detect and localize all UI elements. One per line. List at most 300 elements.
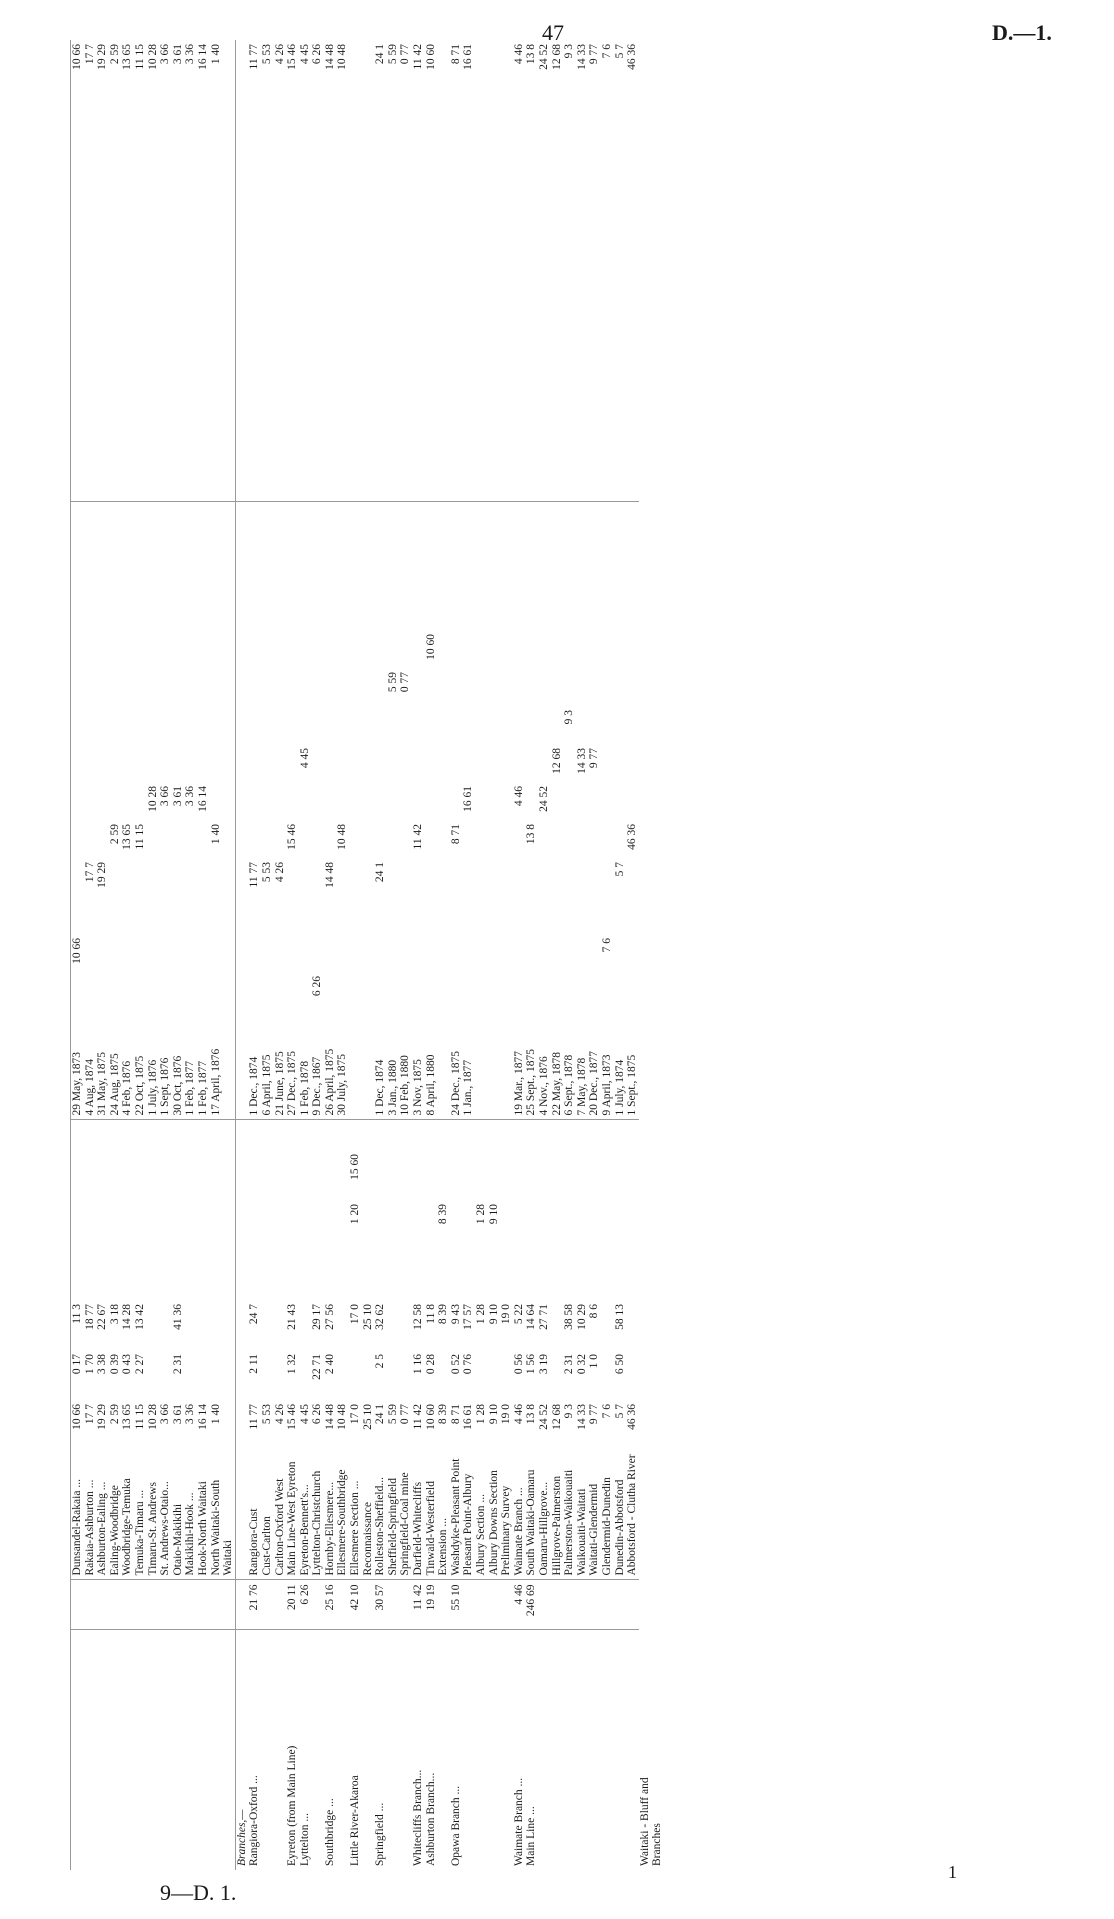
under-survey bbox=[500, 1200, 513, 1250]
line-blank bbox=[96, 1630, 109, 1730]
table-row bbox=[172, 40, 185, 1870]
section-length: 4 26 bbox=[273, 1404, 286, 1425]
year-col-10 bbox=[525, 630, 538, 668]
under-survey bbox=[311, 1200, 324, 1250]
year-col-7 bbox=[336, 744, 349, 782]
line-blank bbox=[349, 1630, 362, 1730]
year-col-13 bbox=[121, 502, 134, 554]
year-col-3 bbox=[235, 896, 248, 934]
line-length bbox=[311, 1580, 324, 1630]
total-length: 13 42 bbox=[133, 1304, 146, 1330]
year-col-2 bbox=[538, 934, 551, 972]
under-survey bbox=[184, 1200, 197, 1250]
year-col-4 bbox=[349, 858, 362, 896]
year-col-3 bbox=[248, 896, 261, 934]
brace bbox=[399, 1120, 412, 1150]
sidings-length: 0 43 bbox=[121, 1354, 134, 1375]
year-col-4 bbox=[425, 858, 438, 896]
year-col-5 bbox=[551, 820, 564, 858]
surveyed bbox=[84, 1150, 97, 1200]
year-col-12 bbox=[324, 554, 337, 592]
year-col-6 bbox=[488, 782, 501, 820]
total-length bbox=[299, 1300, 312, 1350]
year-col-4 bbox=[71, 858, 84, 896]
year-col-1 bbox=[551, 972, 564, 1010]
year-col-10 bbox=[84, 630, 97, 668]
brace bbox=[286, 1120, 299, 1150]
surveyed bbox=[324, 1150, 337, 1200]
year-col-10 bbox=[324, 630, 337, 668]
line-blank bbox=[362, 1630, 375, 1730]
year-col-8 bbox=[576, 706, 589, 744]
year-col-12 bbox=[121, 554, 134, 592]
table-row bbox=[235, 40, 248, 1870]
year-col-12 bbox=[374, 554, 387, 592]
year-col-10 bbox=[134, 630, 147, 668]
year-col-12 bbox=[248, 554, 261, 592]
brace bbox=[626, 1120, 639, 1150]
year-col-11 bbox=[450, 592, 463, 630]
year-col-10 bbox=[109, 630, 122, 668]
brace bbox=[538, 1120, 551, 1150]
year-col-12 bbox=[147, 554, 160, 592]
year-col-6 bbox=[551, 782, 564, 820]
line-blank bbox=[248, 1630, 261, 1730]
year-col-5 bbox=[588, 820, 601, 858]
line-name bbox=[159, 1730, 172, 1870]
year-col-9 bbox=[450, 668, 463, 706]
year-col-10 bbox=[299, 630, 312, 668]
year-col-11 bbox=[588, 592, 601, 630]
under-survey bbox=[299, 1200, 312, 1250]
year-col-4 bbox=[563, 858, 576, 896]
year-col-4 bbox=[147, 858, 160, 896]
line-blank bbox=[500, 1630, 513, 1730]
brace bbox=[437, 1120, 450, 1150]
line-blank bbox=[538, 1630, 551, 1730]
year-col-11 bbox=[500, 592, 513, 630]
section-name: Pleasant Point-Albury bbox=[462, 1450, 475, 1580]
year-col-2 bbox=[626, 934, 639, 972]
year-col-6 bbox=[324, 782, 337, 820]
section-name: Ashburton-Ealing ... bbox=[96, 1450, 109, 1580]
year-col-1 bbox=[513, 972, 526, 1010]
year-col-2 bbox=[210, 934, 236, 972]
table-row bbox=[299, 40, 312, 1870]
year-col-3 bbox=[601, 896, 614, 934]
year-col-11 bbox=[513, 592, 526, 630]
table-row bbox=[311, 40, 324, 1870]
year-col-6 bbox=[412, 782, 425, 820]
year-col-7 bbox=[538, 744, 551, 782]
year-col-11 bbox=[576, 592, 589, 630]
sidings-length bbox=[601, 1350, 614, 1400]
year-col-3 bbox=[286, 896, 299, 934]
section-length: 1 28 bbox=[475, 1404, 487, 1425]
year-col-5 bbox=[96, 820, 109, 858]
year-col-12 bbox=[387, 554, 400, 592]
year-col-6: 16 14 bbox=[196, 786, 209, 812]
year-col-9 bbox=[324, 668, 337, 706]
year-col-10 bbox=[601, 630, 614, 668]
page-number: 47 bbox=[542, 20, 564, 45]
date-opened: 1 Sept, 1876 bbox=[159, 1010, 172, 1120]
sidings-length: 0 28 bbox=[424, 1354, 437, 1375]
year-col-11 bbox=[563, 592, 576, 630]
line-length: 55 10 bbox=[450, 1580, 463, 1630]
surveyed bbox=[71, 1150, 84, 1200]
line-blank bbox=[71, 1630, 84, 1730]
year-col-3 bbox=[614, 896, 627, 934]
brace bbox=[197, 1120, 210, 1150]
year-col-8 bbox=[235, 706, 248, 744]
section-name: Carlton-Oxford West bbox=[274, 1450, 287, 1580]
year-col-9 bbox=[299, 668, 312, 706]
year-col-11 bbox=[538, 592, 551, 630]
col-k bbox=[210, 1250, 236, 1300]
year-col-6 bbox=[437, 782, 450, 820]
line-name bbox=[551, 1730, 564, 1870]
line-blank bbox=[462, 1630, 475, 1730]
open-total: 12 68 bbox=[551, 40, 564, 502]
table-row bbox=[437, 40, 450, 1870]
surveyed bbox=[96, 1150, 109, 1200]
year-col-10 bbox=[626, 630, 639, 668]
year-col-1 bbox=[96, 972, 109, 1010]
year-col-13 bbox=[576, 502, 589, 554]
surveyed bbox=[159, 1150, 172, 1200]
section-name: Glendermid-Dunedin bbox=[601, 1450, 614, 1580]
line-name bbox=[134, 1730, 147, 1870]
section-name: Rangiora-Cust bbox=[248, 1450, 261, 1580]
section-length: 16 14 bbox=[196, 1404, 209, 1430]
col-k bbox=[109, 1250, 122, 1300]
total-length bbox=[274, 1300, 287, 1350]
year-col-11 bbox=[425, 592, 438, 630]
year-col-8 bbox=[134, 706, 147, 744]
year-col-5 bbox=[362, 820, 375, 858]
section-label-row bbox=[639, 40, 664, 1870]
surveyed bbox=[184, 1150, 197, 1200]
year-col-3 bbox=[299, 896, 312, 934]
under-survey bbox=[399, 1200, 412, 1250]
year-col-2 bbox=[500, 934, 513, 972]
year-col-5 bbox=[488, 820, 501, 858]
year-col-11 bbox=[488, 592, 501, 630]
year-col-1 bbox=[425, 972, 438, 1010]
year-col-1 bbox=[538, 972, 551, 1010]
col-k bbox=[362, 1250, 375, 1300]
sidings-length bbox=[274, 1350, 287, 1400]
date-opened: 4 Nov., 1876 bbox=[538, 1010, 551, 1120]
year-col-1 bbox=[362, 972, 375, 1010]
line-blank bbox=[184, 1630, 197, 1730]
year-col-9 bbox=[551, 668, 564, 706]
under-survey bbox=[513, 1200, 526, 1250]
year-col-6 bbox=[349, 782, 362, 820]
date-opened: 8 April, 1880 bbox=[425, 1010, 438, 1120]
line-length bbox=[475, 1580, 488, 1630]
year-col-11 bbox=[626, 592, 639, 630]
line-blank bbox=[261, 1630, 274, 1730]
col-k bbox=[121, 1250, 134, 1300]
year-col-4: 5 53 bbox=[260, 862, 273, 883]
year-col-5 bbox=[311, 820, 324, 858]
line-length bbox=[261, 1580, 274, 1630]
year-col-12 bbox=[399, 554, 412, 592]
year-col-1 bbox=[336, 972, 349, 1010]
year-col-9 bbox=[159, 668, 172, 706]
year-col-12 bbox=[235, 554, 248, 592]
table-row bbox=[500, 40, 513, 1870]
year-col-6 bbox=[588, 782, 601, 820]
year-col-8 bbox=[96, 706, 109, 744]
under-survey bbox=[563, 1200, 576, 1250]
year-col-5: 10 48 bbox=[336, 824, 349, 850]
year-col-9 bbox=[362, 668, 375, 706]
brace bbox=[248, 1120, 261, 1150]
col-k bbox=[184, 1250, 197, 1300]
year-col-11 bbox=[121, 592, 134, 630]
year-col-3 bbox=[336, 896, 349, 934]
section-name: Springfield-Coal mine bbox=[399, 1450, 412, 1580]
section-length: 9 3 bbox=[563, 1404, 576, 1419]
year-col-12 bbox=[210, 554, 236, 592]
year-col-2 bbox=[488, 934, 501, 972]
year-col-9 bbox=[336, 668, 349, 706]
year-col-2 bbox=[147, 934, 160, 972]
year-col-12 bbox=[362, 554, 375, 592]
section-length: 14 48 bbox=[323, 1404, 336, 1430]
year-col-4 bbox=[626, 858, 639, 896]
line-length: 19 19 bbox=[425, 1580, 438, 1630]
year-col-1 bbox=[210, 972, 236, 1010]
year-col-10 bbox=[387, 630, 400, 668]
date-opened: 1 Dec., 1874 bbox=[248, 1010, 261, 1120]
section-name: Timaru-St. Andrews bbox=[147, 1450, 160, 1580]
line-blank bbox=[387, 1630, 400, 1730]
date-opened: 1 Jan., 1877 bbox=[462, 1010, 475, 1120]
line-length bbox=[576, 1580, 589, 1630]
col-k bbox=[450, 1250, 463, 1300]
year-col-7 bbox=[412, 744, 425, 782]
year-col-2: 7 6 bbox=[600, 938, 613, 953]
sidings-length: 2 40 bbox=[323, 1354, 336, 1375]
table-row bbox=[261, 40, 274, 1870]
year-col-10 bbox=[399, 630, 412, 668]
section-name: Waimate Branch ... bbox=[513, 1450, 526, 1580]
brace bbox=[362, 1120, 375, 1150]
table-row bbox=[475, 40, 488, 1870]
section-length: 5 7 bbox=[613, 1404, 626, 1419]
table-row bbox=[84, 40, 97, 1870]
year-col-2 bbox=[513, 934, 526, 972]
open-total: 24 52 bbox=[538, 40, 551, 502]
line-length bbox=[159, 1580, 172, 1630]
year-col-13 bbox=[601, 502, 614, 554]
year-col-7 bbox=[437, 744, 450, 782]
sidings-length bbox=[626, 1350, 639, 1400]
year-col-3 bbox=[488, 896, 501, 934]
brace bbox=[71, 1120, 84, 1150]
year-col-7: 12 68 bbox=[550, 748, 563, 774]
line-name bbox=[563, 1730, 576, 1870]
year-col-6 bbox=[261, 782, 274, 820]
col-k bbox=[159, 1250, 172, 1300]
year-col-5: 46 36 bbox=[626, 824, 639, 850]
section-length: 11 42 bbox=[412, 1404, 425, 1430]
open-total: 14 33 bbox=[576, 40, 589, 502]
year-col-9 bbox=[614, 668, 627, 706]
year-col-9: 0 77 bbox=[399, 672, 412, 693]
year-col-13 bbox=[286, 502, 299, 554]
brace bbox=[172, 1120, 185, 1150]
year-col-5 bbox=[513, 820, 526, 858]
year-col-13 bbox=[362, 502, 375, 554]
under-survey bbox=[362, 1200, 375, 1250]
open-total: 1 40 bbox=[210, 40, 236, 502]
year-col-7 bbox=[399, 744, 412, 782]
year-col-1 bbox=[626, 972, 639, 1010]
year-col-13 bbox=[147, 502, 160, 554]
year-col-6 bbox=[563, 782, 576, 820]
year-col-8 bbox=[349, 706, 362, 744]
year-col-10 bbox=[336, 630, 349, 668]
brace bbox=[525, 1120, 538, 1150]
year-col-11 bbox=[362, 592, 375, 630]
open-total: 5 7 bbox=[614, 40, 627, 502]
year-col-10: 10 60 bbox=[424, 634, 437, 660]
year-col-4: 14 48 bbox=[323, 862, 336, 888]
open-total: 9 3 bbox=[563, 40, 576, 502]
year-col-2 bbox=[96, 934, 109, 972]
total-length bbox=[261, 1300, 274, 1350]
year-col-1 bbox=[71, 972, 84, 1010]
table-row bbox=[336, 40, 349, 1870]
year-col-10 bbox=[184, 630, 197, 668]
line-length bbox=[462, 1580, 475, 1630]
col-k bbox=[261, 1250, 274, 1300]
line-length bbox=[71, 1580, 84, 1630]
date-opened: 1 July, 1874 bbox=[614, 1010, 627, 1120]
year-col-9 bbox=[235, 668, 248, 706]
line-name: Waimate Branch ... bbox=[512, 1777, 525, 1866]
table-row bbox=[286, 40, 299, 1870]
open-total: 11 42 bbox=[412, 40, 425, 502]
col-k bbox=[299, 1250, 312, 1300]
section-name: Albury Section ... bbox=[475, 1450, 488, 1580]
year-col-5 bbox=[437, 820, 450, 858]
col-k bbox=[96, 1250, 109, 1300]
year-col-11 bbox=[235, 592, 248, 630]
year-col-3 bbox=[525, 896, 538, 934]
line-length bbox=[147, 1580, 160, 1630]
sidings-length bbox=[336, 1350, 349, 1400]
under-survey bbox=[525, 1200, 538, 1250]
col-k bbox=[374, 1250, 387, 1300]
section-length: 9 77 bbox=[588, 1404, 601, 1425]
surveyed bbox=[500, 1150, 513, 1200]
table-row bbox=[324, 40, 337, 1870]
year-col-5 bbox=[374, 820, 387, 858]
col-k bbox=[500, 1250, 513, 1300]
date-opened: 26 April, 1875 bbox=[324, 1010, 337, 1120]
year-col-5: 13 8 bbox=[525, 824, 538, 845]
year-col-7 bbox=[71, 744, 84, 782]
year-col-12 bbox=[576, 554, 589, 592]
year-col-3 bbox=[588, 896, 601, 934]
surveyed bbox=[588, 1150, 601, 1200]
sidings-length bbox=[475, 1350, 488, 1400]
year-col-9 bbox=[437, 668, 450, 706]
open-total bbox=[475, 40, 488, 502]
year-col-1 bbox=[601, 972, 614, 1010]
year-col-10 bbox=[286, 630, 299, 668]
under-survey bbox=[159, 1200, 172, 1250]
date-opened: 31 May, 1875 bbox=[96, 1010, 109, 1120]
year-col-4 bbox=[551, 858, 564, 896]
year-col-13 bbox=[84, 502, 97, 554]
year-col-2 bbox=[588, 934, 601, 972]
year-col-5: 2 59 bbox=[108, 824, 121, 845]
table-row bbox=[614, 40, 627, 1870]
year-col-4 bbox=[311, 858, 324, 896]
sidings-length bbox=[488, 1350, 501, 1400]
year-col-13 bbox=[425, 502, 438, 554]
railway-table bbox=[70, 40, 664, 1870]
sidings-length bbox=[551, 1350, 564, 1400]
year-col-13 bbox=[412, 502, 425, 554]
section-length: 9 10 bbox=[487, 1404, 500, 1425]
line-blank bbox=[488, 1630, 501, 1730]
sidings-length: 1 56 bbox=[525, 1354, 538, 1375]
year-col-9 bbox=[475, 668, 488, 706]
section-length: 10 60 bbox=[424, 1404, 437, 1430]
year-col-9 bbox=[538, 668, 551, 706]
year-col-2 bbox=[614, 934, 627, 972]
section-name: Extension ... bbox=[437, 1450, 450, 1580]
year-col-5: 11 42 bbox=[412, 824, 425, 850]
year-col-6 bbox=[84, 782, 97, 820]
under-survey bbox=[588, 1200, 601, 1250]
year-col-9 bbox=[488, 668, 501, 706]
brace bbox=[121, 1120, 134, 1150]
table-row bbox=[387, 40, 400, 1870]
year-col-9 bbox=[462, 668, 475, 706]
surveyed bbox=[336, 1150, 349, 1200]
surveyed bbox=[274, 1150, 287, 1200]
brace bbox=[336, 1120, 349, 1150]
year-col-1 bbox=[500, 972, 513, 1010]
year-col-6 bbox=[614, 782, 627, 820]
year-col-8 bbox=[601, 706, 614, 744]
surveyed bbox=[299, 1150, 312, 1200]
year-col-1 bbox=[172, 972, 185, 1010]
date-opened: 6 Sept., 1878 bbox=[563, 1010, 576, 1120]
year-col-8 bbox=[248, 706, 261, 744]
line-blank bbox=[626, 1630, 639, 1730]
surveyed bbox=[121, 1150, 134, 1200]
section-name: Sheffield-Springfield bbox=[387, 1450, 400, 1580]
rotated-table-wrapper bbox=[70, 40, 1070, 1870]
surveyed bbox=[462, 1150, 475, 1200]
line-name bbox=[538, 1730, 551, 1870]
year-col-7 bbox=[311, 744, 324, 782]
line-blank bbox=[399, 1630, 412, 1730]
year-col-1 bbox=[109, 972, 122, 1010]
year-col-2 bbox=[551, 934, 564, 972]
section-length: 13 65 bbox=[121, 1404, 134, 1430]
